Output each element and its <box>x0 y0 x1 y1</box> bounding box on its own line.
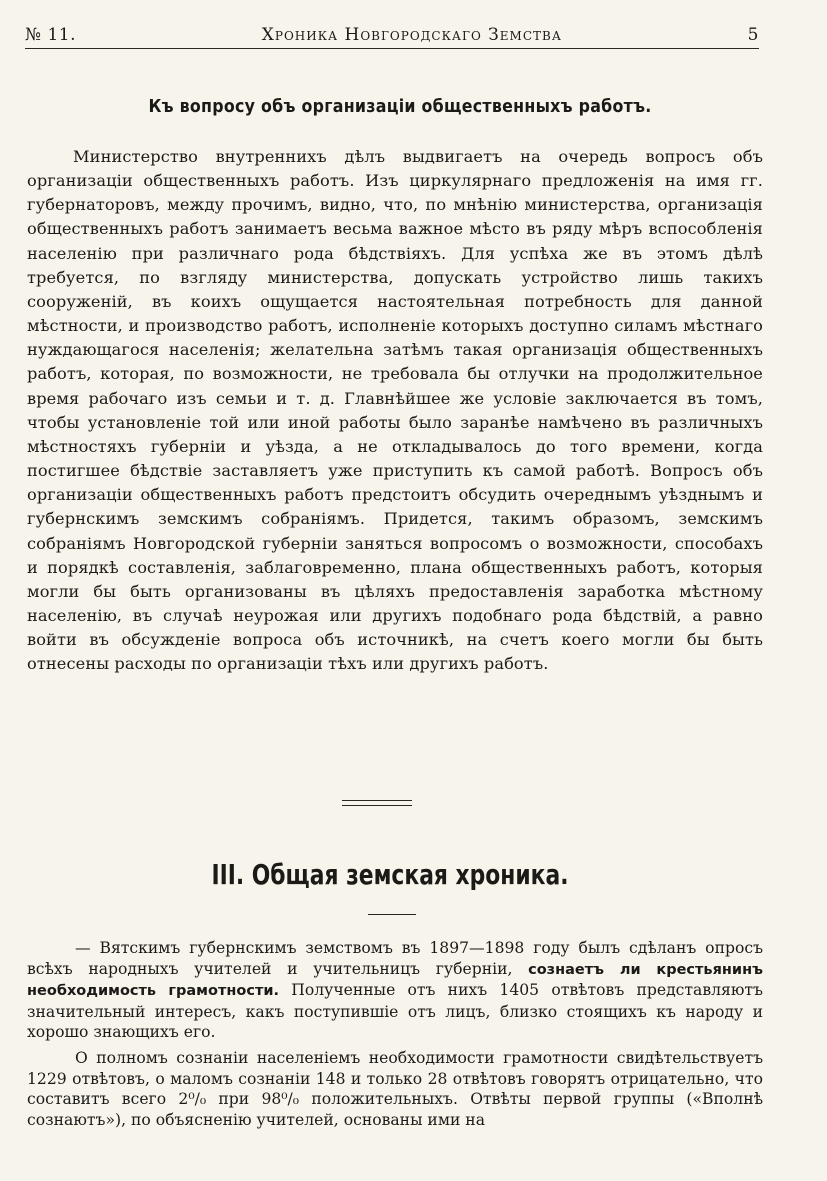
paragraph <box>27 938 763 1043</box>
page-number: 5 <box>747 25 759 45</box>
section-body <box>27 938 763 1130</box>
paragraph: О полномъ сознаніи населеніемъ необходимости грамотности свидѣтельствуетъ 1229 отвѣтовъ, о маломъ сознаніи 148 и только 28 отвѣтовъ говорятъ отрицательно, что составитъ всего 2⁰/₀ при 98⁰/₀ положительныхъ. Отвѣты первой группы («Вполнѣ сознаютъ»), по объясненію учителей, основаны ими на <box>27 1048 763 1129</box>
section-title: III. Общая земская хроника. <box>211 858 569 891</box>
journal-title: Хроника Новгородскаго Земства <box>261 25 562 45</box>
running-header <box>25 22 759 49</box>
article-body: Министерство внутреннихъ дѣлъ выдвигаетъ на очередь вопросъ объ организаціи общественныхъ работъ. Изъ циркулярнаго предложенія на имя гг. губернаторовъ, между прочимъ, видно, что, по мнѣнію министерства, организація общественныхъ работъ занимаетъ весьма важное мѣсто въ ряду мѣръ вспособленія населенію при различнаго рода бѣдствіяхъ. Для успѣха же въ этомъ дѣлѣ требуется, по взгляду министерства, допускать устройство лишь такихъ сооруженій, въ коихъ ощущается настоятельная потребность для данной мѣстности, и производство работъ, исполненіе которыхъ доступно силамъ мѣстнаго нуждающагося населенія; желательна затѣмъ такая организація общественныхъ работъ, которая, по возможности, не требовала бы отлучки на продолжительное время рабочаго изъ семьи и т. д. Главнѣйшее же условіе заключается въ томъ, чтобы установленіе той или иной работы было заранѣе намѣчено въ различныхъ мѣстностяхъ губерніи и уѣзда, а не откладывалось до того времени, когда постигшее бѣдствіе заставляетъ уже приступить къ самой работѣ. Вопросъ объ организаціи общественныхъ работъ предстоитъ обсудить очереднымъ уѣзднымъ и губернскимъ земскимъ собраніямъ. Придется, такимъ образомъ, земскимъ собраніямъ Новгородской губерніи заняться вопросомъ о возможности, способахъ и порядкѣ составленія, заблаговременно, плана общественныхъ работъ, которыя могли бы быть организованы въ цѣляхъ предоставленія заработка мѣстному населенію, въ случаѣ неурожая или другихъ подобнаго рода бѣдствій, а равно войти въ обсужденіе вопроса объ источникѣ, на счетъ коего могли бы быть отнесены расходы по организаціи тѣхъ или другихъ работъ. <box>27 147 763 674</box>
article-title: Къ вопросу объ организаціи общественныхъ работъ. <box>148 96 652 117</box>
issue-number: № 11. <box>25 25 77 45</box>
paragraph-text: — Вятскимъ губернскимъ земствомъ въ 1897—1898 году былъ сдѣланъ опросъ всѣхъ народныхъ учителей и учительницъ губерніи, <box>27 939 763 978</box>
paragraph-text: Полученные отъ нихъ 1405 отвѣтовъ представляютъ значительный интересъ, какъ поступившіе отъ лицъ, близко стоящихъ къ народу и хорошо знающихъ его. <box>27 981 763 1042</box>
section-divider <box>342 800 412 806</box>
title-underline <box>368 914 416 915</box>
emphasized-question: сознаетъ ли крестьянинъ необходимость грамотности. <box>27 961 764 1000</box>
